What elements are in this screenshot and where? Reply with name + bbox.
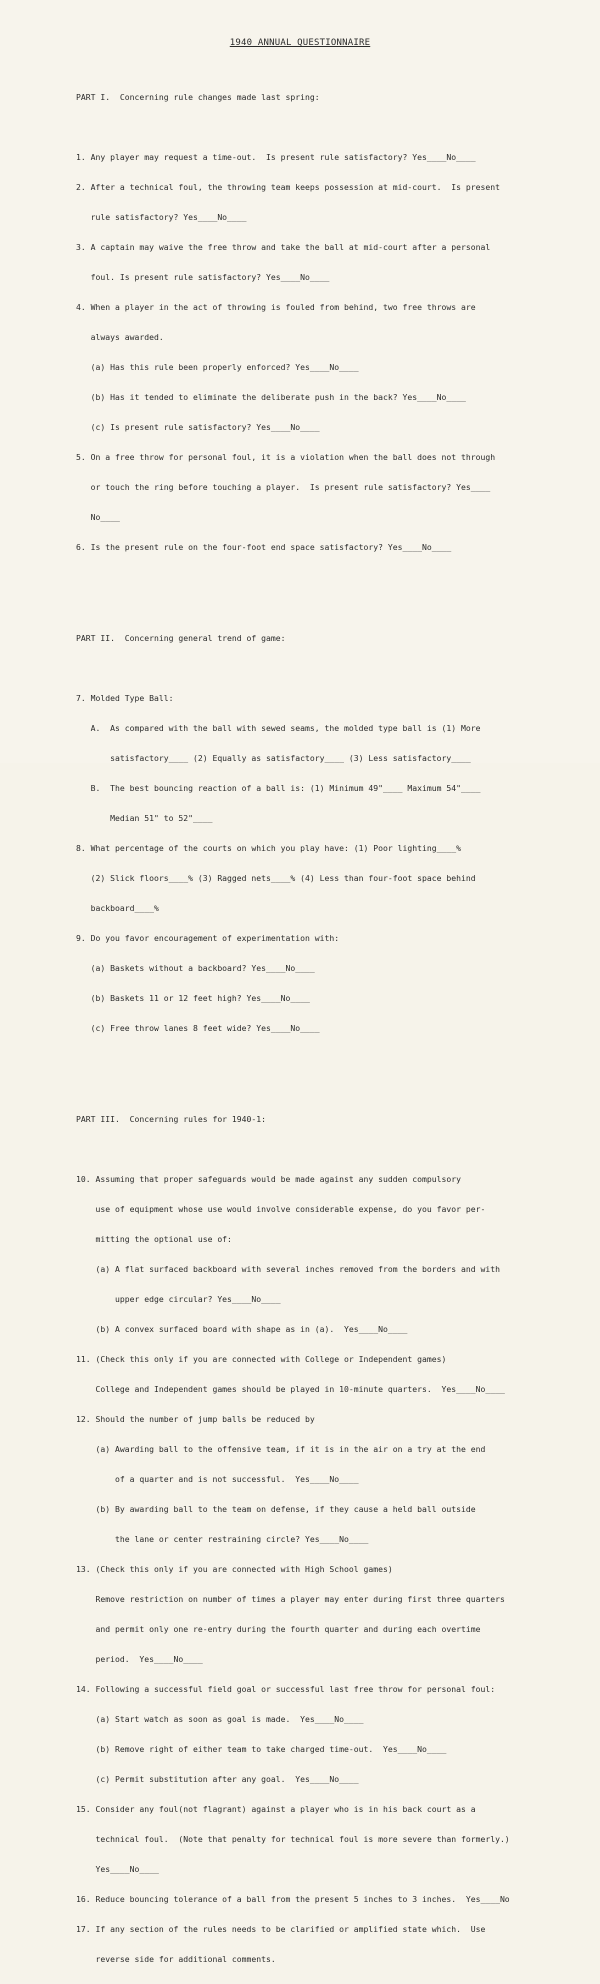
question-8-line-1: 8. What percentage of the courts on which you play have: (1) Poor lighting____% [76, 843, 461, 853]
question-9a: (a) Baskets without a backboard? Yes____No____ [76, 963, 315, 973]
part-3-heading: PART III. Concerning rules for 1940-1: [76, 1114, 267, 1124]
question-12a-line-1: (a) Awarding ball to the offensive team, if it is in the air on a try at the end [76, 1444, 486, 1454]
question-10a-line-1: (a) A flat surfaced backboard with several inches removed from the borders and with [76, 1264, 500, 1274]
question-16: 16. Reduce bouncing tolerance of a ball from the present 5 inches to 3 inches. Yes____No [76, 1894, 510, 1904]
question-7b-line-2: Median 51" to 52"____ [76, 813, 213, 823]
question-13-line-4: period. Yes____No____ [76, 1654, 203, 1664]
question-11-line-1: 11. (Check this only if you are connected with College or Independent games) [76, 1354, 447, 1364]
section-gap [76, 1063, 588, 1072]
question-4c: (c) Is present rule satisfactory? Yes____No____ [76, 422, 320, 432]
question-4-line-1: 4. When a player in the act of throwing is fouled from behind, two free throws are [76, 302, 476, 312]
question-3-line-1: 3. A captain may waive the free throw and take the ball at mid-court after a personal [76, 242, 491, 252]
section-gap [76, 582, 588, 591]
question-3-line-2: foul. Is present rule satisfactory? Yes____No____ [76, 272, 330, 282]
question-15-line-1: 15. Consider any foul(not flagrant) against a player who is in his back court as a [76, 1804, 476, 1814]
part-1-heading: PART I. Concerning rule changes made last spring: [76, 92, 320, 102]
question-7a-line-1: A. As compared with the ball with sewed seams, the molded type ball is (1) More [76, 723, 481, 733]
question-13-line-2: Remove restriction on number of times a player may enter during first three quarters [76, 1594, 505, 1604]
question-2-line-1: 2. After a technical foul, the throwing team keeps possession at mid-court. Is present [76, 182, 500, 192]
question-12a-line-2: of a quarter and is not successful. Yes____No____ [76, 1474, 359, 1484]
document-title: 1940 ANNUAL QUESTIONNAIRE [229, 38, 371, 48]
part-2-heading: PART II. Concerning general trend of game: [76, 633, 286, 643]
question-9b: (b) Baskets 11 or 12 feet high? Yes____No____ [76, 993, 310, 1003]
question-12: 12. Should the number of jump balls be reduced by [76, 1414, 315, 1424]
question-10a-line-2: upper edge circular? Yes____No____ [76, 1294, 281, 1304]
question-14b: (b) Remove right of either team to take charged time-out. Yes____No____ [76, 1744, 447, 1754]
question-5-line-1: 5. On a free throw for personal foul, it is a violation when the ball does not through [76, 452, 496, 462]
question-4-line-2: always awarded. [76, 332, 164, 342]
question-11-line-2: College and Independent games should be played in 10-minute quarters. Yes____No____ [76, 1384, 505, 1394]
question-15-line-2: technical foul. (Note that penalty for technical foul is more severe than formerly.) [76, 1834, 510, 1844]
questionnaire-body [76, 60, 588, 1984]
question-14: 14. Following a successful field goal or successful last free throw for personal foul: [76, 1684, 496, 1694]
question-10-line-1: 10. Assuming that proper safeguards would be made against any sudden compulsory [76, 1174, 461, 1184]
question-9c: (c) Free throw lanes 8 feet wide? Yes____No____ [76, 1023, 320, 1033]
question-5-line-2: or touch the ring before touching a player. Is present rule satisfactory? Yes____ [76, 482, 491, 492]
question-8-line-2: (2) Slick floors____% (3) Ragged nets____% (4) Less than four-foot space behind [76, 873, 476, 883]
question-13-line-3: and permit only one re-entry during the fourth quarter and during each overtime [76, 1624, 481, 1634]
question-15-line-3: Yes____No____ [76, 1864, 159, 1874]
question-4b: (b) Has it tended to eliminate the deliberate push in the back? Yes____No____ [76, 392, 466, 402]
question-7a-line-2: satisfactory____ (2) Equally as satisfactory____ (3) Less satisfactory____ [76, 753, 471, 763]
question-12b-line-2: the lane or center restraining circle? Yes____No____ [76, 1534, 369, 1544]
question-9: 9. Do you favor encouragement of experimentation with: [76, 933, 340, 943]
question-6: 6. Is the present rule on the four-foot end space satisfactory? Yes____No____ [76, 542, 452, 552]
question-17-line-1: 17. If any section of the rules needs to be clarified or amplified state which. Use [76, 1924, 486, 1934]
question-8-line-3: backboard____% [76, 903, 159, 913]
question-17-line-2: reverse side for additional comments. [76, 1954, 276, 1964]
question-12b-line-1: (b) By awarding ball to the team on defense, if they cause a held ball outside [76, 1504, 476, 1514]
question-10-line-3: mitting the optional use of: [76, 1234, 232, 1244]
question-10b: (b) A convex surfaced board with shape as in (a). Yes____No____ [76, 1324, 408, 1334]
question-7: 7. Molded Type Ball: [76, 693, 174, 703]
question-4a: (a) Has this rule been properly enforced? Yes____No____ [76, 362, 359, 372]
question-10-line-2: use of equipment whose use would involve considerable expense, do you favor per- [76, 1204, 486, 1214]
question-14c: (c) Permit substitution after any goal. Yes____No____ [76, 1774, 359, 1784]
question-14a: (a) Start watch as soon as goal is made. Yes____No____ [76, 1714, 364, 1724]
question-5-line-3: No____ [76, 512, 120, 522]
blank-line [76, 663, 588, 673]
question-1: 1. Any player may request a time-out. Is present rule satisfactory? Yes____No____ [76, 152, 476, 162]
question-13-line-1: 13. (Check this only if you are connected with High School games) [76, 1564, 393, 1574]
question-7b-line-1: B. The best bouncing reaction of a ball is: (1) Minimum 49"____ Maximum 54"____ [76, 783, 481, 793]
blank-line [76, 122, 588, 132]
blank-line [76, 1144, 588, 1154]
question-2-line-2: rule satisfactory? Yes____No____ [76, 212, 247, 222]
